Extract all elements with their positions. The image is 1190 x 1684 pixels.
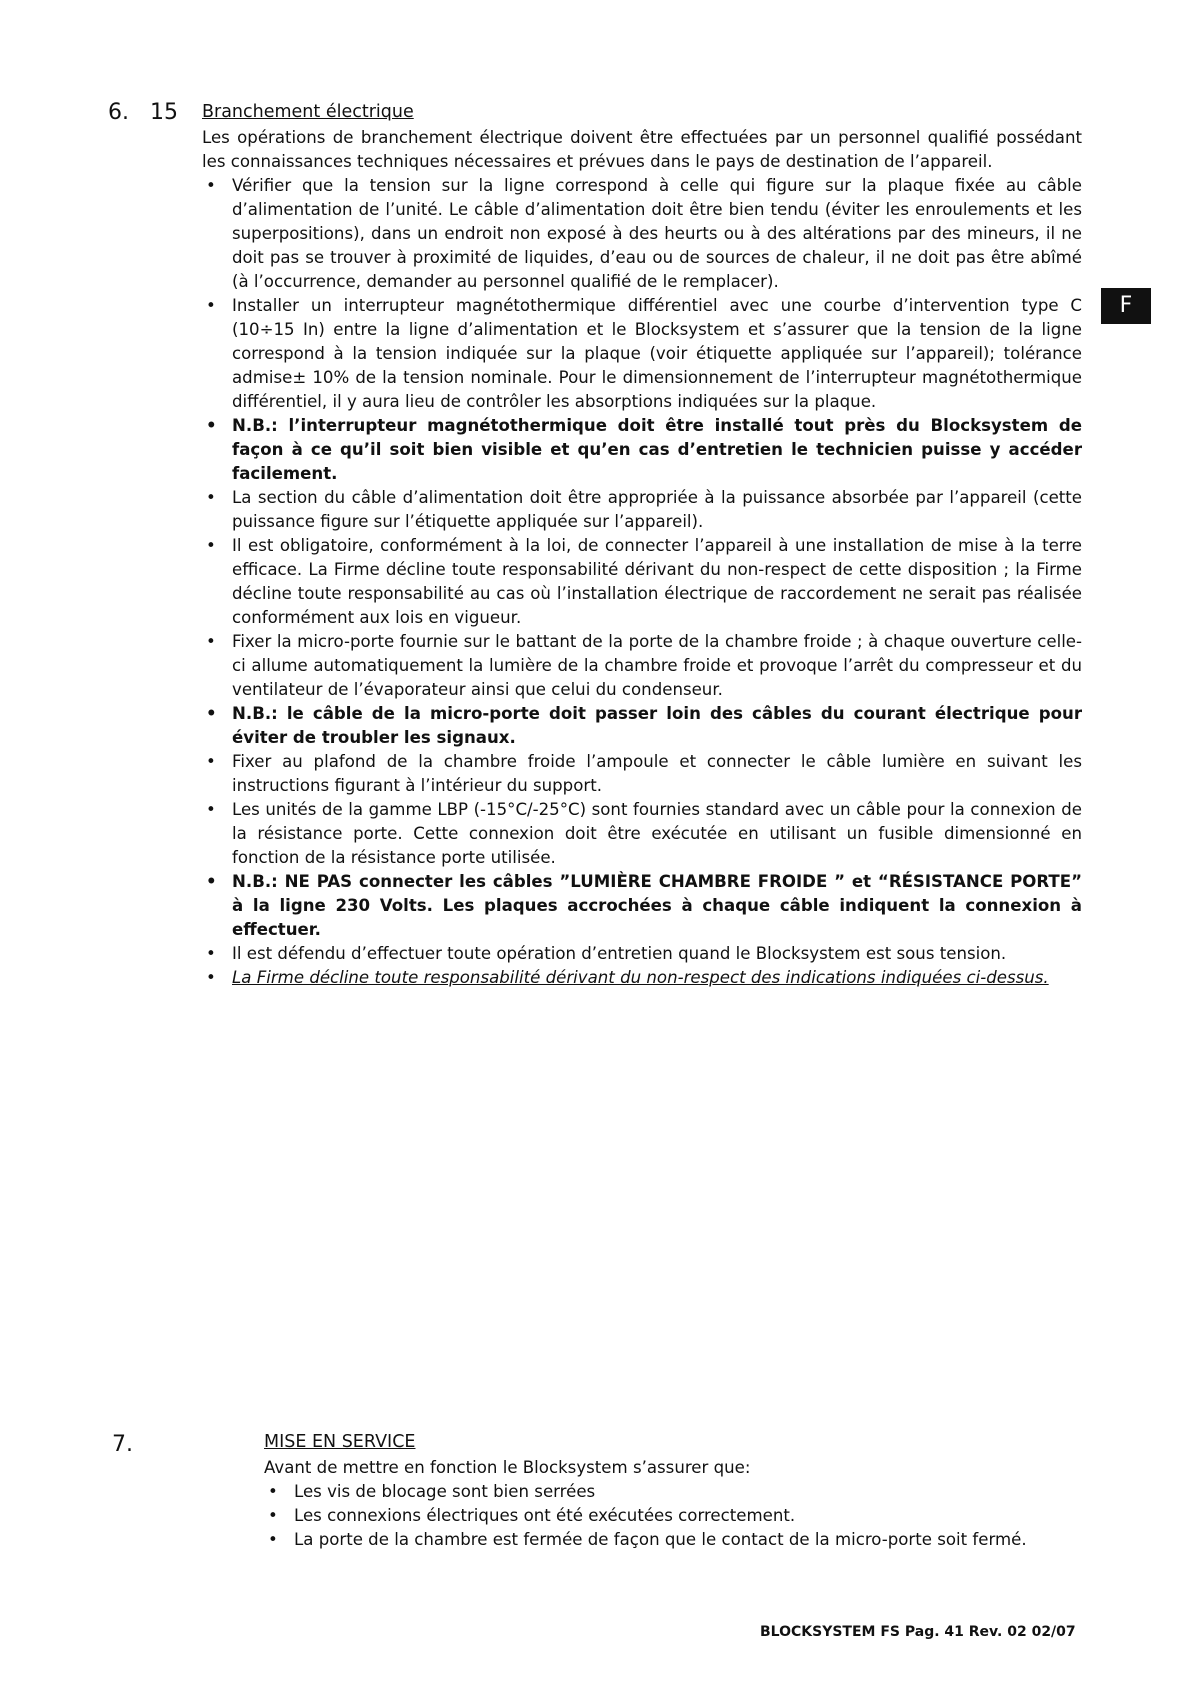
section-6-subnumber: 15: [150, 100, 178, 125]
bullet-icon: •: [206, 296, 216, 315]
list-item: [202, 750, 1082, 798]
section-7-list: [264, 1480, 1084, 1552]
section-6-title: Branchement électrique: [202, 102, 414, 122]
bullet-icon: •: [206, 632, 216, 651]
list-item: [202, 870, 1082, 942]
bullet-icon: •: [206, 752, 216, 771]
list-item: [202, 414, 1082, 486]
section-7-body: [264, 1456, 1084, 1552]
bullet-icon: •: [206, 488, 216, 507]
list-item: [202, 702, 1082, 750]
bullet-icon: •: [206, 800, 216, 819]
bullet-icon: •: [268, 1482, 278, 1501]
bullet-icon: •: [206, 944, 216, 963]
list-item-text: N.B.: NE PAS connecter les câbles ”LUMIÈRE CHAMBRE FROIDE ” et “RÉSISTANCE PORTE” à la ligne 230 Volts. Les plaques accrochées à chaque câble indiquent la connexion à effectuer.: [232, 872, 1082, 939]
list-item-text: Fixer la micro-porte fournie sur le battant de la porte de la chambre froide ; à chaque ouverture celle-ci allume automatiquement la lumière de la chambre froide et provoque l’arrêt du compresseur et du ventilateur de l’évaporateur ainsi que celui du condenseur.: [232, 632, 1082, 699]
bullet-icon: •: [206, 872, 217, 891]
section-6-intro: Les opérations de branchement électrique doivent être effectuées par un personnel qualifié possédant les connaissances techniques nécessaires et prévues dans le pays de destination de l’appareil.: [202, 128, 1082, 171]
list-item-text: N.B.: l’interrupteur magnétothermique doit être installé tout près du Blocksystem de façon à ce qu’il soit bien visible et qu’en cas d’entretien le technicien puisse y accéder facilement.: [232, 416, 1082, 483]
list-item: [202, 630, 1082, 702]
list-item-text: N.B.: le câble de la micro-porte doit passer loin des câbles du courant électrique pour éviter de troubler les signaux.: [232, 704, 1082, 747]
list-item: [264, 1480, 1084, 1504]
section-7-title: MISE EN SERVICE: [264, 1432, 416, 1452]
list-item-text: Les unités de la gamme LBP (-15°C/-25°C) sont fournies standard avec un câble pour la connexion de la résistance porte. Cette connexion doit être exécutée en utilisant un fusible dimensionné en fonction de la résistance porte utilisée.: [232, 800, 1082, 867]
section-6-number: 6.: [108, 100, 129, 125]
list-item: [202, 174, 1082, 294]
bullet-icon: •: [206, 704, 217, 723]
page-footer: BLOCKSYSTEM FS Pag. 41 Rev. 02 02/07: [760, 1624, 1076, 1640]
section-6-list: [202, 174, 1082, 990]
list-item: [202, 294, 1082, 414]
list-item-text: La section du câble d’alimentation doit être appropriée à la puissance absorbée par l’appareil (cette puissance figure sur l’étiquette appliquée sur l’appareil).: [232, 488, 1082, 531]
list-item-text: Installer un interrupteur magnétothermique différentiel avec une courbe d’intervention type C (10÷15 In) entre la ligne d’alimentation et le Blocksystem et s’assurer que la tension de la ligne correspond à la tension indiquée sur la plaque (voir étiquette appliquée sur l’appareil); tolérance admise± 10% de la tension nominale. Pour le dimensionnement de l’interrupteur magnétothermique différentiel, il y aura lieu de contrôler les absorptions indiquées sur la plaque.: [232, 296, 1082, 411]
bullet-icon: •: [206, 968, 216, 987]
section-7-number: 7.: [112, 1432, 133, 1457]
bullet-icon: •: [268, 1506, 278, 1525]
list-item-text: Il est défendu d’effectuer toute opération d’entretien quand le Blocksystem est sous tension.: [232, 944, 1007, 963]
bullet-icon: •: [206, 536, 216, 555]
list-item: [202, 486, 1082, 534]
list-item: [202, 966, 1082, 990]
list-item: [202, 798, 1082, 870]
bullet-icon: •: [206, 176, 216, 195]
bullet-icon: •: [268, 1530, 278, 1549]
language-tab: F: [1101, 288, 1151, 324]
list-item-text: Il est obligatoire, conformément à la loi, de connecter l’appareil à une installation de mise à la terre efficace. La Firme décline toute responsabilité dérivant du non-respect de cette disposition ; la Firme décline toute responsabilité au cas où l’installation électrique de raccordement ne serait pas réalisée conformément aux lois en vigueur.: [232, 536, 1082, 627]
list-item: [202, 942, 1082, 966]
section-7-intro: Avant de mettre en fonction le Blocksystem s’assurer que:: [264, 1458, 751, 1477]
list-item-text: Fixer au plafond de la chambre froide l’ampoule et connecter le câble lumière en suivant les instructions figurant à l’intérieur du support.: [232, 752, 1082, 795]
list-item: [264, 1528, 1084, 1552]
list-item-text: Les vis de blocage sont bien serrées: [294, 1482, 596, 1501]
list-item-text: Vérifier que la tension sur la ligne correspond à celle qui figure sur la plaque fixée au câble d’alimentation de l’unité. Le câble d’alimentation doit être bien tendu (éviter les enroulements et les superpositions), dans un endroit non exposé à des heurts ou à des altérations par des mineurs, il ne doit pas se trouver à proximité de liquides, d’eau ou de sources de chaleur, il ne doit pas être abîmé (à l’occurrence, demander au personnel qualifié de le remplacer).: [232, 176, 1082, 291]
section-6-body: [202, 126, 1082, 990]
bullet-icon: •: [206, 416, 217, 435]
list-item-text: La porte de la chambre est fermée de façon que le contact de la micro-porte soit fermé.: [294, 1530, 1027, 1549]
list-item: [264, 1504, 1084, 1528]
list-item: [202, 534, 1082, 630]
list-item-text: La Firme décline toute responsabilité dérivant du non-respect des indications indiquées ci-dessus.: [232, 968, 1049, 987]
list-item-text: Les connexions électriques ont été exécutées correctement.: [294, 1506, 796, 1525]
